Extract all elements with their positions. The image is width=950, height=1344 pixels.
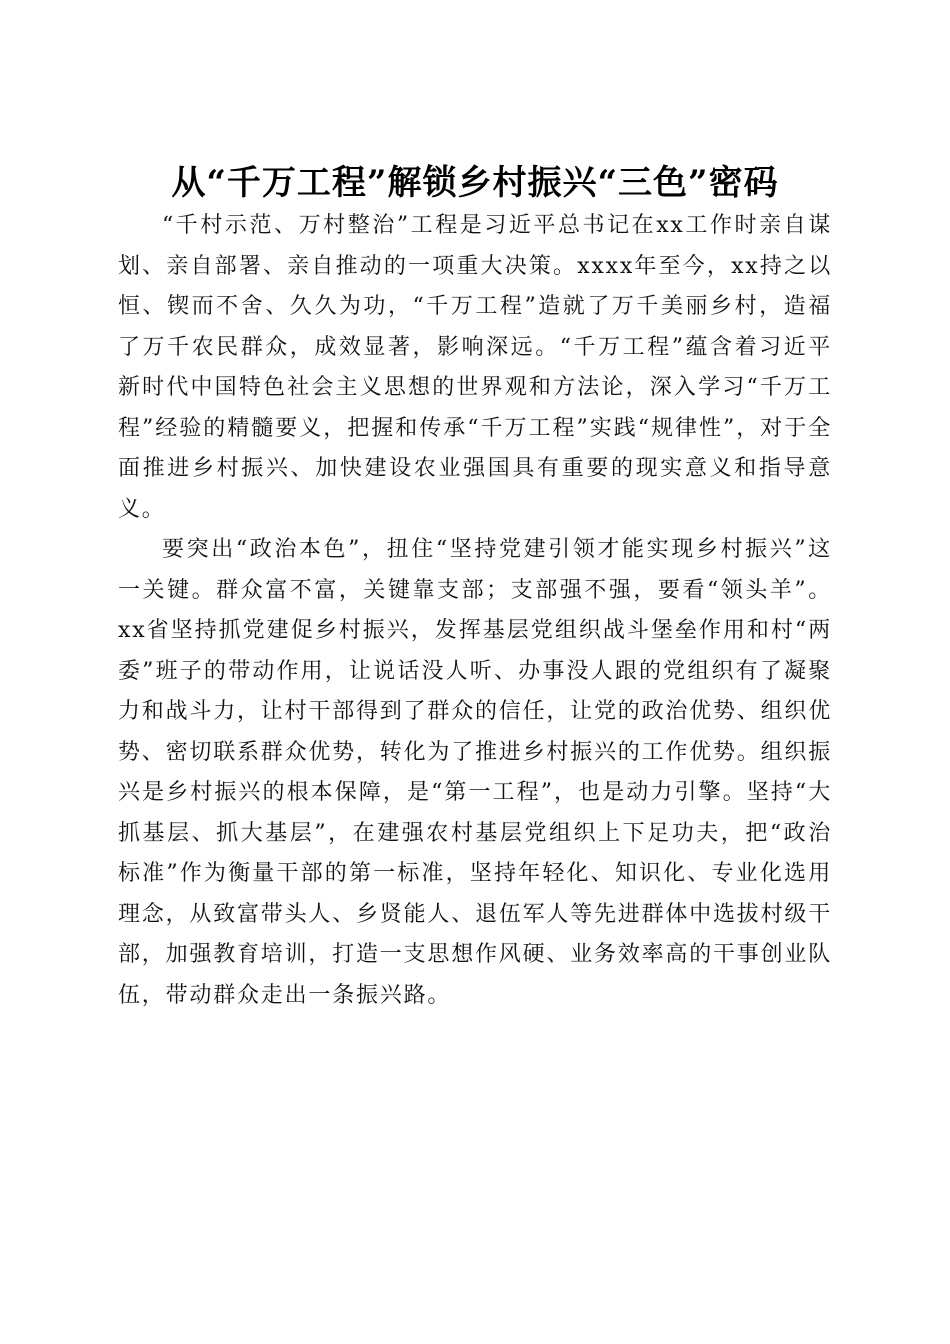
document-body — [118, 206, 832, 1016]
paragraph-2: 要突出“政治本色”，扭住“坚持党建引领才能实现乡村振兴”这一关键。群众富不富，关键靠支部；支部强不强，要看“领头羊”。xx省坚持抓党建促乡村振兴，发挥基层党组织战斗堡垒作用和村“两委”班子的带动作用，让说话没人听、办事没人跟的党组织有了凝聚力和战斗力，让村干部得到了群众的信任，让党的政治优势、组织优势、密切联系群众优势，转化为了推进乡村振兴的工作优势。组织振兴是乡村振兴的根本保障，是“第一工程”，也是动力引擎。坚持“大抓基层、抓大基层”，在建强农村基层党组织上下足功夫，把“政治标准”作为衡量干部的第一标准，坚持年轻化、知识化、专业化选用理念，从致富带头人、乡贤能人、退伍军人等先进群体中选拔村级干部，加强教育培训，打造一支思想作风硬、业务效率高的干事创业队伍，带动群众走出一条振兴路。 — [118, 537, 833, 1008]
paragraph-1: “千村示范、万村整治”工程是习近平总书记在xx工作时亲自谋划、亲自部署、亲自推动的一项重大决策。xxxx年至今，xx持之以恒、锲而不舍、久久为功，“千万工程”造就了万千美丽乡村，造福了万千农民群众，成效显著，影响深远。“千万工程”蕴含着习近平新时代中国特色社会主义思想的世界观和方法论，深入学习“千万工程”经验的精髓要义，把握和传承“千万工程”实践“规律性”，对于全面推进乡村振兴、加快建设农业强国具有重要的现实意义和指导意义。 — [118, 213, 832, 522]
document-title: 从“千万工程”解锁乡村振兴“三色”密码 — [171, 162, 779, 203]
